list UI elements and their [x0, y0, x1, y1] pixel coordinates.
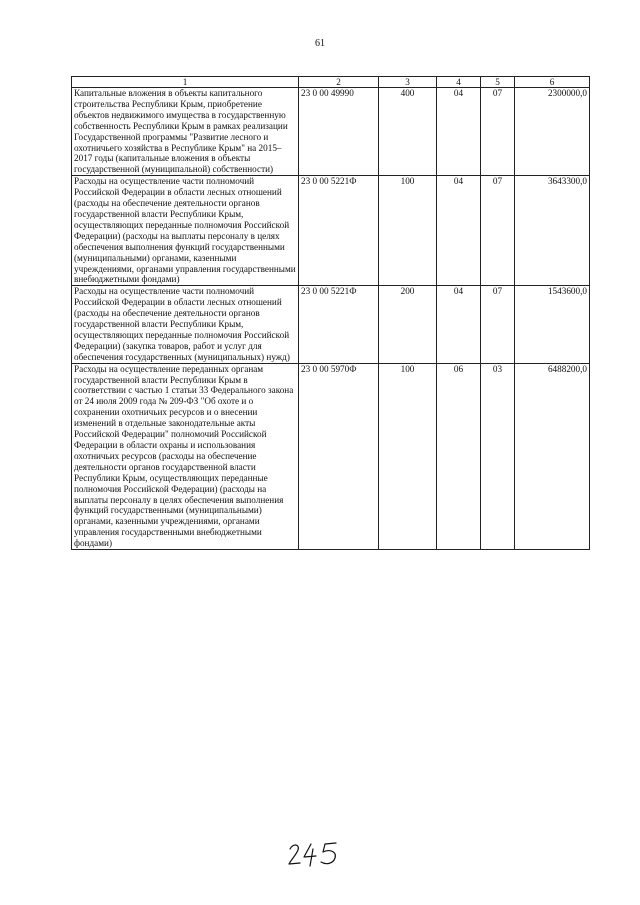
table-row	[72, 176, 590, 286]
column-header: 3	[379, 77, 437, 88]
row-expense-type: 100	[379, 176, 437, 286]
budget-table	[71, 76, 590, 550]
row-description: Расходы на осуществление части полномочий Российской Федерации в области лесных отношений (расходы на обеспечение деятельности органов государственной власти Республики Крым, осуществляющих переданные полномочия Российской Федерации) (расходы на выплаты персоналу в целях обеспечения выполнения функций государственными (муниципальными) органами, казенными учреждениями, органами управления государственными внебюджетными фондами)	[72, 176, 299, 286]
row-expense-type: 200	[379, 286, 437, 363]
row-target-code: 23 0 00 49990	[299, 88, 379, 176]
row-amount: 3643300,0	[515, 176, 590, 286]
row-description: Расходы на осуществление переданных органам государственной власти Республики Крым в соответствии с частью 1 статьи 33 Федерального закона от 24 июля 2009 года № 209-ФЗ "Об охоте и о сохранении охотничьих ресурсов и о внесении изменений в отдельные законодательные акты Российской Федерации" полномочий Российской Федерации в области охраны и использования охотничьих ресурсов (расходы на обеспечение деятельности органов государственной власти Республики Крым, осуществляющих переданные полномочия Российской Федерации) (расходы на выплаты персоналу в целях обеспечения выполнения функций государственными (муниципальными) органами, казенными учреждениями, органами управления государственными внебюджетными фондами)	[72, 363, 299, 549]
row-expense-type: 400	[379, 88, 437, 176]
row-description: Капитальные вложения в объекты капитального строительства Республики Крым, приобретение объектов недвижимого имущества в государственную собственность Республики Крым в рамках реализации Государственной программы "Развитие лесного и охотничьего хозяйства в Республике Крым" на 2015–2017 годы (капитальные вложения в объекты государственной (муниципальной) собственности)	[72, 88, 299, 176]
column-header: 6	[515, 77, 590, 88]
row-expense-type: 100	[379, 363, 437, 549]
column-header: 4	[437, 77, 481, 88]
column-header: 5	[481, 77, 515, 88]
row-section: 06	[437, 363, 481, 549]
handwritten-number-mark	[287, 840, 345, 868]
row-subsection: 03	[481, 363, 515, 549]
column-header: 2	[299, 77, 379, 88]
row-amount: 1543600,0	[515, 286, 590, 363]
row-subsection: 07	[481, 88, 515, 176]
row-section: 04	[437, 88, 481, 176]
row-amount: 6488200,0	[515, 363, 590, 549]
row-target-code: 23 0 00 5221Ф	[299, 176, 379, 286]
row-section: 04	[437, 176, 481, 286]
row-amount: 2300000,0	[515, 88, 590, 176]
page-number: 61	[315, 38, 325, 49]
row-section: 04	[437, 286, 481, 363]
table-row	[72, 88, 590, 176]
table-row	[72, 363, 590, 549]
handwritten-signature	[287, 840, 345, 873]
row-subsection: 07	[481, 286, 515, 363]
column-header: 1	[72, 77, 299, 88]
table-header-row	[72, 77, 590, 88]
row-subsection: 07	[481, 176, 515, 286]
row-target-code: 23 0 00 5970Ф	[299, 363, 379, 549]
row-description: Расходы на осуществление части полномочий Российской Федерации в области лесных отношений (расходы на обеспечение деятельности органов государственной власти Республики Крым, осуществляющих переданные полномочия Российской Федерации) (закупка товаров, работ и услуг для обеспечения государственных (муниципальных) нужд)	[72, 286, 299, 363]
row-target-code: 23 0 00 5221Ф	[299, 286, 379, 363]
table-row	[72, 286, 590, 363]
